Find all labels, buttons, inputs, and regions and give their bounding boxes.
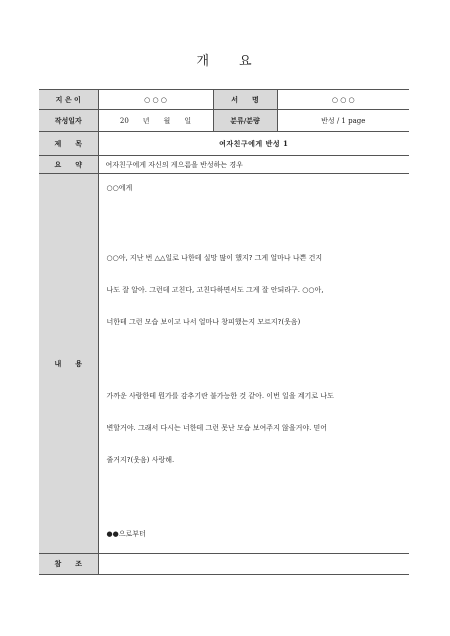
content-line: 가까운 사람한테 뭔가를 감추기란 불가능한 것 같아. 이번 일을 계기로 나도 (106, 392, 334, 400)
date-label: 작성일자 (39, 110, 98, 132)
title-right: 요 (239, 54, 254, 69)
content-line: 나도 잘 알아. 그런데 고친다, 고친다하면서도 그게 잘 안되라구. ○○아, (106, 286, 324, 294)
summary-value: 여자친구에게 자신의 게으름을 반성하는 경우 (98, 156, 409, 174)
reference-value (98, 554, 409, 575)
page-title (0, 50, 450, 69)
summary-label: 요 약 (39, 156, 98, 174)
overview-form (39, 89, 409, 575)
content-line: 줄거지?(웃음) 사랑해. (106, 456, 175, 464)
title-left: 개 (196, 54, 211, 69)
content-body (98, 174, 409, 554)
category-value: 반성 / 1 page (277, 110, 409, 132)
content-line: 변할거야. 그래서 다시는 너한테 그런 못난 모습 보여주지 않을거야. 믿어 (106, 424, 328, 432)
signer-label: 서 명 (213, 90, 277, 110)
category-label: 분류/분량 (213, 110, 277, 132)
content-line: ●●으로부터 (106, 530, 146, 538)
author-value: ○ ○ ○ (98, 90, 213, 110)
author-label: 지 은 이 (39, 90, 98, 110)
content-label: 내 용 (39, 174, 98, 554)
reference-label: 참 조 (39, 554, 98, 575)
subject-label: 제 목 (39, 132, 98, 156)
content-line: ○○에게 (106, 184, 133, 192)
content-line: 너한테 그런 모습 보이고 나서 얼마나 창피했는지 모르지?(웃음) (106, 318, 301, 326)
signer-value: ○ ○ ○ (277, 90, 409, 110)
subject-value: 여자친구에게 반성 1 (98, 132, 409, 156)
content-line: ○○아, 지난 번 △△일로 나한테 실망 많이 했지? 그게 얼마나 나쁜 건지 (106, 254, 323, 262)
date-value: 20 년 월 일 (98, 110, 213, 132)
